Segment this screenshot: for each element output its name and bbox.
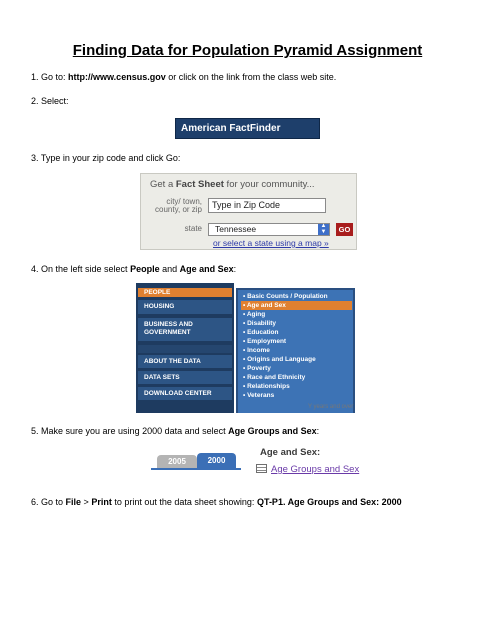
step-3-number: 3. xyxy=(31,153,39,163)
fact-sheet-title xyxy=(150,179,315,190)
dropdown-item[interactable]: • Race and Ethnicity xyxy=(243,374,306,381)
nav-data-sets[interactable]: DATA SETS xyxy=(138,371,232,384)
step-2-number: 2. xyxy=(31,96,39,106)
go-button[interactable]: GO xyxy=(336,223,353,236)
step-4-age-sex: Age and Sex xyxy=(179,264,234,274)
step-1-text: Go to: xyxy=(38,72,69,82)
document-title: Finding Data for Population Pyramid Assignment xyxy=(72,42,423,59)
step-4-text: On the left side select xyxy=(38,264,131,274)
fact-sheet-title-post: for your community... xyxy=(223,179,315,190)
tab-2005[interactable]: 2005 xyxy=(157,455,197,468)
age-groups-link[interactable]: Age Groups and Sex xyxy=(271,464,360,475)
city-label-2: county, or zip xyxy=(155,205,202,214)
city-label-1: city/ town, xyxy=(166,197,202,206)
fact-sheet-title-bold: Fact Sheet xyxy=(175,179,224,190)
nav-people[interactable]: PEOPLE xyxy=(138,288,232,297)
american-factfinder-button[interactable]: American FactFinder xyxy=(175,118,320,139)
step-2 xyxy=(31,96,69,107)
table-icon xyxy=(256,464,267,473)
step-6-number: 6. xyxy=(31,497,39,507)
nav-spacer xyxy=(138,345,232,353)
step-6-text: Go to xyxy=(38,497,66,507)
dropdown-item[interactable]: • Poverty xyxy=(243,365,271,372)
step-6-print: Print xyxy=(91,497,112,507)
nav-government-line: GOVERNMENT xyxy=(144,329,191,336)
nav-download-center[interactable]: DOWNLOAD CENTER xyxy=(138,387,232,400)
state-map-link[interactable]: or select a state using a map » xyxy=(213,238,329,248)
dropdown-item[interactable]: • Origins and Language xyxy=(243,356,316,363)
step-5 xyxy=(31,426,319,437)
dropdown-item[interactable]: • Income xyxy=(243,347,270,354)
nav-housing[interactable]: HOUSING xyxy=(138,300,232,314)
dropdown-item-age-sex[interactable]: • Age and Sex xyxy=(241,301,352,310)
select-arrows-icon: ▲ ▼ xyxy=(318,224,329,235)
step-5-number: 5. xyxy=(31,426,39,436)
dropdown-item[interactable]: • Basic Counts / Population xyxy=(243,293,328,300)
step-1-number: 1. xyxy=(31,72,39,82)
dropdown-item[interactable]: • Education xyxy=(243,329,279,336)
tab-underline xyxy=(151,468,241,470)
nav-about-data[interactable]: ABOUT THE DATA xyxy=(138,355,232,368)
step-4-and: and xyxy=(159,264,180,274)
step-1 xyxy=(31,72,336,83)
step-5-bold: Age Groups and Sex xyxy=(228,426,317,436)
zip-code-input[interactable]: Type in Zip Code xyxy=(208,198,326,213)
census-url: http://www.census.gov xyxy=(68,72,166,82)
people-menu-screenshot xyxy=(136,283,359,413)
step-1-text-end: or click on the link from the class web site. xyxy=(165,72,337,82)
step-3-text: Type in your zip code and click Go: xyxy=(38,153,181,163)
step-4-colon: : xyxy=(233,264,237,274)
age-groups-row xyxy=(256,459,359,477)
fact-sheet-panel xyxy=(140,173,357,250)
dropdown-item[interactable]: • Relationships xyxy=(243,383,290,390)
nav-business-line: BUSINESS AND xyxy=(144,321,193,328)
tab-2000[interactable]: 2000 xyxy=(197,453,236,469)
left-navigation xyxy=(136,283,234,413)
step-6 xyxy=(31,497,402,508)
state-select[interactable] xyxy=(208,223,330,236)
page-fragment-text: Y years and over xyxy=(308,404,354,410)
step-6-table-name: QT-P1. Age Groups and Sex: 2000 xyxy=(256,497,402,507)
step-4 xyxy=(31,264,236,275)
dropdown-item[interactable]: • Aging xyxy=(243,311,266,318)
fact-sheet-title-pre: Get a xyxy=(150,179,176,190)
age-sex-heading: Age and Sex: xyxy=(260,447,321,458)
step-5-colon: : xyxy=(316,426,320,436)
step-6-file: File xyxy=(65,497,82,507)
step-5-text: Make sure you are using 2000 data and select xyxy=(38,426,229,436)
step-2-text: Select: xyxy=(38,96,69,106)
dropdown-item[interactable]: • Employment xyxy=(243,338,287,345)
step-6-arrow: > xyxy=(81,497,92,507)
nav-business-government[interactable] xyxy=(138,318,232,341)
dropdown-item[interactable]: • Veterans xyxy=(243,392,275,399)
step-6-text-mid: to print out the data sheet showing: xyxy=(111,497,257,507)
people-dropdown xyxy=(236,288,355,413)
step-4-people: People xyxy=(130,264,160,274)
dropdown-item[interactable]: • Disability xyxy=(243,320,276,327)
step-4-number: 4. xyxy=(31,264,39,274)
state-select-value: Tennessee xyxy=(215,224,257,234)
state-label: state xyxy=(184,224,202,233)
step-3 xyxy=(31,153,180,164)
